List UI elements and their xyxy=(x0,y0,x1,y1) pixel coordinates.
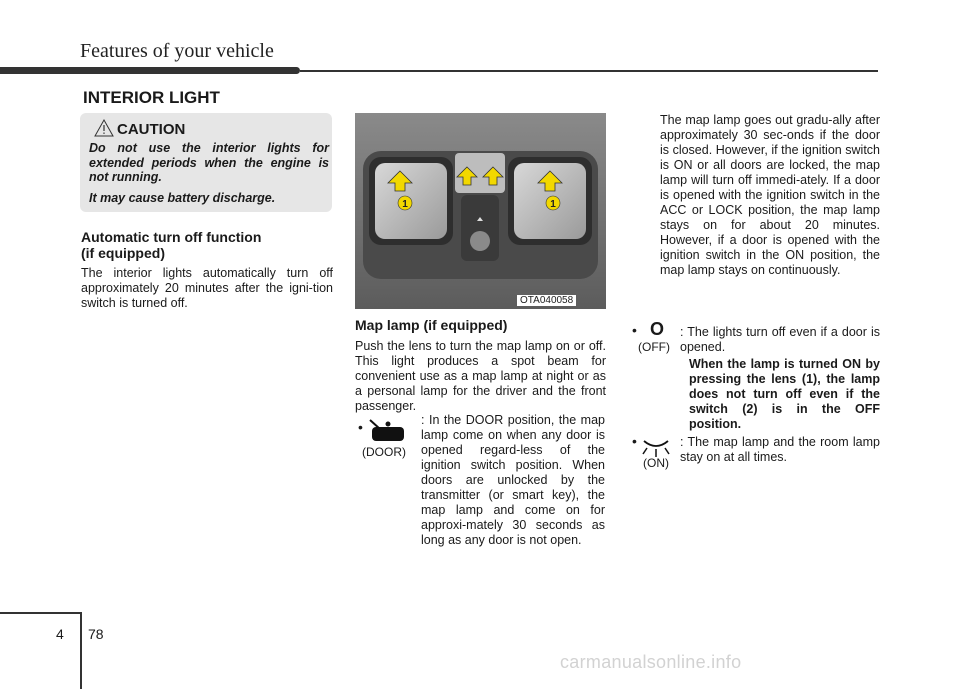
map-lamp-continued xyxy=(630,113,880,278)
caution-heading: CAUTION xyxy=(117,121,186,138)
door-switch-icon xyxy=(366,419,408,443)
on-label: (ON) xyxy=(643,456,669,470)
map-lamp-body: Push the lens to turn the map lamp on or off. This light produces a spot beam for convenient use as a map lamp at night or as a personal lamp for the driver and the front passenger. xyxy=(355,339,606,413)
header-bar xyxy=(0,67,300,74)
map-lamp-heading: Map lamp (if equipped) xyxy=(355,317,508,333)
off-label: (OFF) xyxy=(638,340,670,354)
map-lamp-continued-text: The map lamp goes out gradu-ally after approximately 30 sec-onds if the door is closed. However, if the ignition switch is ON or all doors are locked, the map lamp will turn off immedi-ately. If a door is opened with the ignition switch in the ACC or LOCK position, the map lamp stays on for about 20 minutes. However, if a door is opened with the ignition switch in the ON position, the map lamp stays on continuously. xyxy=(660,113,880,277)
chapter-title: Features of your vehicle xyxy=(80,40,274,62)
figure-code: OTA040058 xyxy=(517,295,576,306)
auto-off-qualifier: (if equipped) xyxy=(81,245,165,261)
bullet-on: • xyxy=(632,433,637,449)
auto-off-body: The interior lights automatically turn off approximately 20 minutes after the igni-tion switch is turned off. xyxy=(81,266,333,310)
header-rule xyxy=(300,70,878,72)
warning-triangle-icon xyxy=(94,119,114,137)
footer-divider xyxy=(80,612,82,689)
bullet-off: • xyxy=(632,322,637,338)
bullet-door: • xyxy=(358,419,363,435)
footer-rule xyxy=(0,612,80,614)
off-description xyxy=(680,325,880,432)
section-number: 4 xyxy=(56,626,64,642)
map-lamp-illustration xyxy=(355,113,606,309)
off-note: When the lamp is turned ON by pressing the lens (1), the lamp does not turn off even if the switch (2) is in the OFF position. xyxy=(689,357,880,431)
watermark-text: carmanualsonline.info xyxy=(560,652,742,672)
map-lamp-photo xyxy=(355,113,606,309)
section-title: INTERIOR LIGHT xyxy=(83,88,220,107)
callout-1-right: 1 xyxy=(550,199,556,210)
callout-1-left: 1 xyxy=(402,199,408,210)
door-label: (DOOR) xyxy=(362,445,406,459)
page-number: 78 xyxy=(88,626,104,642)
on-description: : The map lamp and the room lamp stay on at all times. xyxy=(680,435,880,464)
caution-line-2: It may cause battery discharge. xyxy=(89,190,276,205)
door-description: : In the DOOR position, the map lamp come on when any door is opened regard-less of the ignition switch position. When doors are unlocked by the transmitter (or smart key), the map lamp and come on for approxi-mately 30 seconds as long as any door is not open. xyxy=(421,413,605,547)
off-text: : The lights turn off even if a door is opened. xyxy=(680,325,880,354)
caution-line-1: Do not use the interior lights for extended periods when the engine is not running. xyxy=(89,141,329,184)
caution-text xyxy=(89,141,329,211)
auto-off-title: Automatic turn off function xyxy=(81,229,262,245)
auto-off-heading xyxy=(81,229,261,261)
off-symbol-icon: O xyxy=(650,319,665,339)
